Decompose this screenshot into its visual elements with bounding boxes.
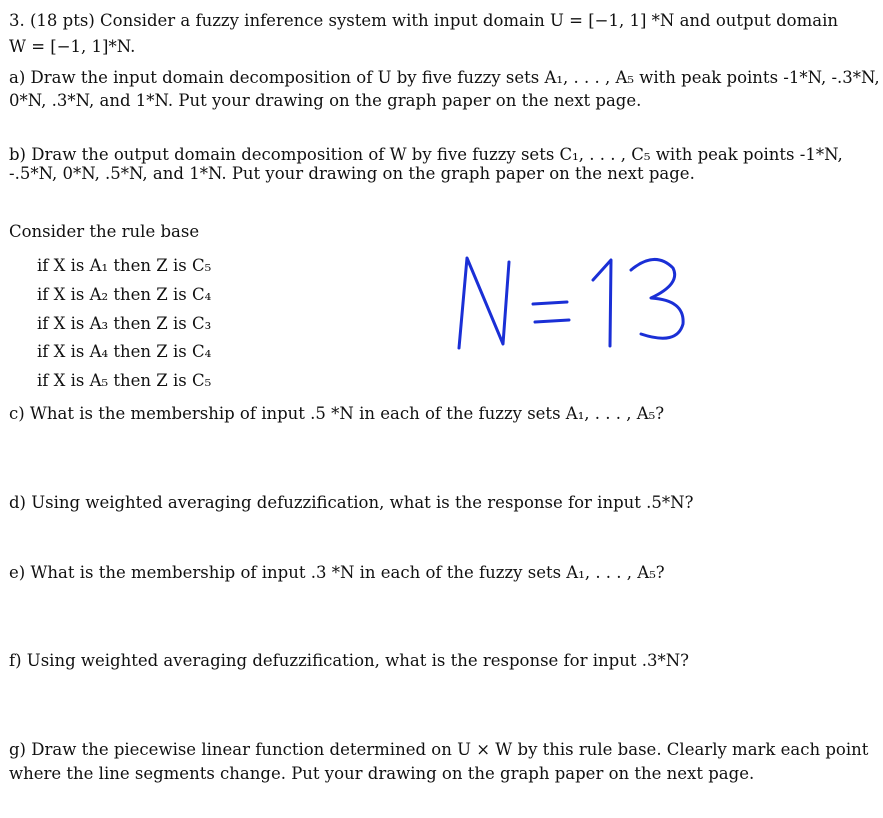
part-a-line-2: 0*N, .3*N, and 1*N. Put your drawing on the graph paper on the next page. [9, 91, 642, 110]
part-d-question: d) Using weighted averaging defuzzification, what is the response for input .5*N? [9, 493, 694, 512]
part-f-question: f) Using weighted averaging defuzzification, what is the response for input .3*N? [9, 651, 689, 670]
rule-2: if X is A₂ then Z is C₄ [37, 285, 212, 304]
handwritten-n-equals-13 [455, 250, 695, 355]
rule-1: if X is A₁ then Z is C₅ [37, 256, 212, 275]
part-c-question: c) What is the membership of input .5 *N in each of the fuzzy sets A₁, . . . , A₅? [9, 404, 665, 423]
rule-base-intro: Consider the rule base [9, 222, 200, 241]
rule-3: if X is A₃ then Z is C₃ [37, 314, 212, 333]
rule-5: if X is A₅ then Z is C₅ [37, 371, 212, 390]
problem-header-line-1: 3. (18 pts) Consider a fuzzy inference system with input domain U = [−1, 1] *N and output domain [9, 11, 839, 30]
part-a-line-1: a) Draw the input domain decomposition of U by five fuzzy sets A₁, . . . , A₅ with peak points -1*N, -.3*N, [9, 68, 880, 87]
problem-header-line-2: W = [−1, 1]*N. [9, 37, 136, 56]
rule-4: if X is A₄ then Z is C₄ [37, 342, 212, 361]
part-g-line-2: where the line segments change. Put your drawing on the graph paper on the next page. [9, 764, 755, 783]
part-b-line-2: -.5*N, 0*N, .5*N, and 1*N. Put your drawing on the graph paper on the next page. [9, 164, 695, 183]
handwritten-note [455, 250, 695, 359]
part-g-line-1: g) Draw the piecewise linear function determined on U × W by this rule base. Clearly mark each point [9, 740, 869, 759]
part-b-line-1: b) Draw the output domain decomposition of W by five fuzzy sets C₁, . . . , C₅ with peak points -1*N, [9, 145, 843, 164]
part-e-question: e) What is the membership of input .3 *N in each of the fuzzy sets A₁, . . . , A₅? [9, 563, 665, 582]
